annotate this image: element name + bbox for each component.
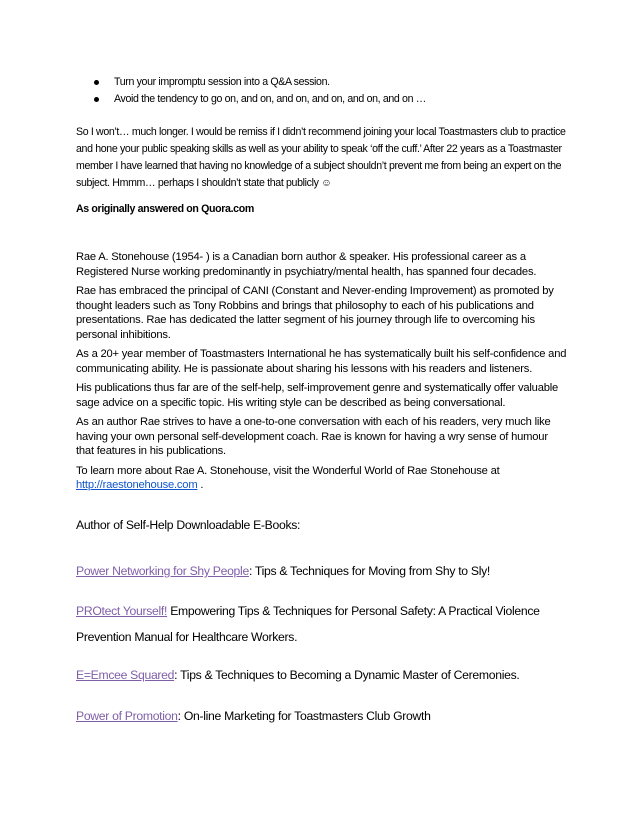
bullet-item bbox=[90, 91, 560, 108]
bio-paragraph: As a 20+ year member of Toastmasters International he has systematically built his self-confidence and communicating ability. He is passionate about sharing his lessons with his readers and listeners. bbox=[76, 348, 567, 375]
book-link-emcee-squared[interactable]: E=Emcee Squared bbox=[76, 668, 175, 682]
bio-paragraph: Rae has embraced the principal of CANI (Constant and Never-ending Improvement) as promoted by thought leaders such as Tony Robbins and brings that philosophy to each of his publications and presentations. Rae has dedicated the latter segment of his journey through life to overcoming his personal inhibitions. bbox=[76, 285, 554, 341]
bullet-icon bbox=[94, 80, 99, 85]
book-entry bbox=[76, 709, 431, 723]
bullet-list bbox=[90, 74, 560, 108]
book-subtitle-continued: Prevention Manual for Healthcare Workers. bbox=[76, 630, 298, 644]
bio-link-after: . bbox=[197, 479, 204, 491]
bio-paragraph: His publications thus far are of the self-help, self-improvement genre and systematically offer valuable sage advice on a specific topic. His writing style can be described as being conversational. bbox=[76, 382, 559, 409]
book-subtitle: Empowering Tips & Techniques for Personal Safety: A Practical Violence bbox=[167, 604, 540, 618]
author-bio bbox=[76, 250, 568, 498]
book-subtitle: : Tips & Techniques for Moving from Shy to Sly! bbox=[248, 564, 490, 578]
books-heading: Author of Self-Help Downloadable E-Books: bbox=[76, 518, 301, 532]
bio-link-intro: To learn more about Rae A. Stonehouse, visit the Wonderful World of Rae Stonehouse at bbox=[76, 464, 500, 477]
bio-paragraph: Rae A. Stonehouse (1954- ) is a Canadian born author & speaker. His professional career as a Registered Nurse working predominantly in psychiatry/mental health, has spanned four decades. bbox=[76, 251, 537, 278]
book-link-power-networking[interactable]: Power Networking for Shy People bbox=[76, 564, 249, 578]
bio-paragraph: As an author Rae strives to have a one-to-one conversation with each of his readers, very much like having your own personal self-development coach. Rae is known for having a wry sense of humour that features in his publications. bbox=[76, 416, 551, 457]
bullet-text: Turn your impromptu session into a Q&A session. bbox=[114, 76, 330, 88]
book-link-power-of-promotion[interactable]: Power of Promotion bbox=[76, 709, 178, 723]
book-entry bbox=[76, 604, 540, 618]
book-subtitle: : On-line Marketing for Toastmasters Club Growth bbox=[177, 709, 431, 723]
quora-attribution: As originally answered on Quora.com bbox=[76, 203, 254, 215]
book-entry bbox=[76, 564, 490, 578]
bio-paragraph bbox=[76, 464, 568, 493]
book-subtitle: : Tips & Techniques to Becoming a Dynamic Master of Ceremonies. bbox=[174, 668, 520, 682]
book-link-protect-yourself[interactable]: PROtect Yourself! bbox=[76, 604, 168, 618]
website-link[interactable]: http://raestonehouse.com bbox=[76, 479, 198, 491]
bullet-text: Avoid the tendency to go on, and on, and on, and on, and on, and on … bbox=[114, 93, 426, 105]
book-entry bbox=[76, 668, 519, 682]
intro-paragraph: So I won’t… much longer. I would be remiss if I didn’t recommend joining your local Toastmasters club to practice and hone your public speaking skills as well as your ability to speak ‘off the cuff.’ After 22 years as a Toastmaster member I have learned that having no knowledge of a subject shouldn’t prevent me from being an expert on the subject. Hmmm… perhaps I shouldn’t state that publicly ☺ bbox=[76, 126, 566, 189]
bullet-icon bbox=[94, 97, 99, 102]
bullet-item bbox=[90, 74, 560, 91]
